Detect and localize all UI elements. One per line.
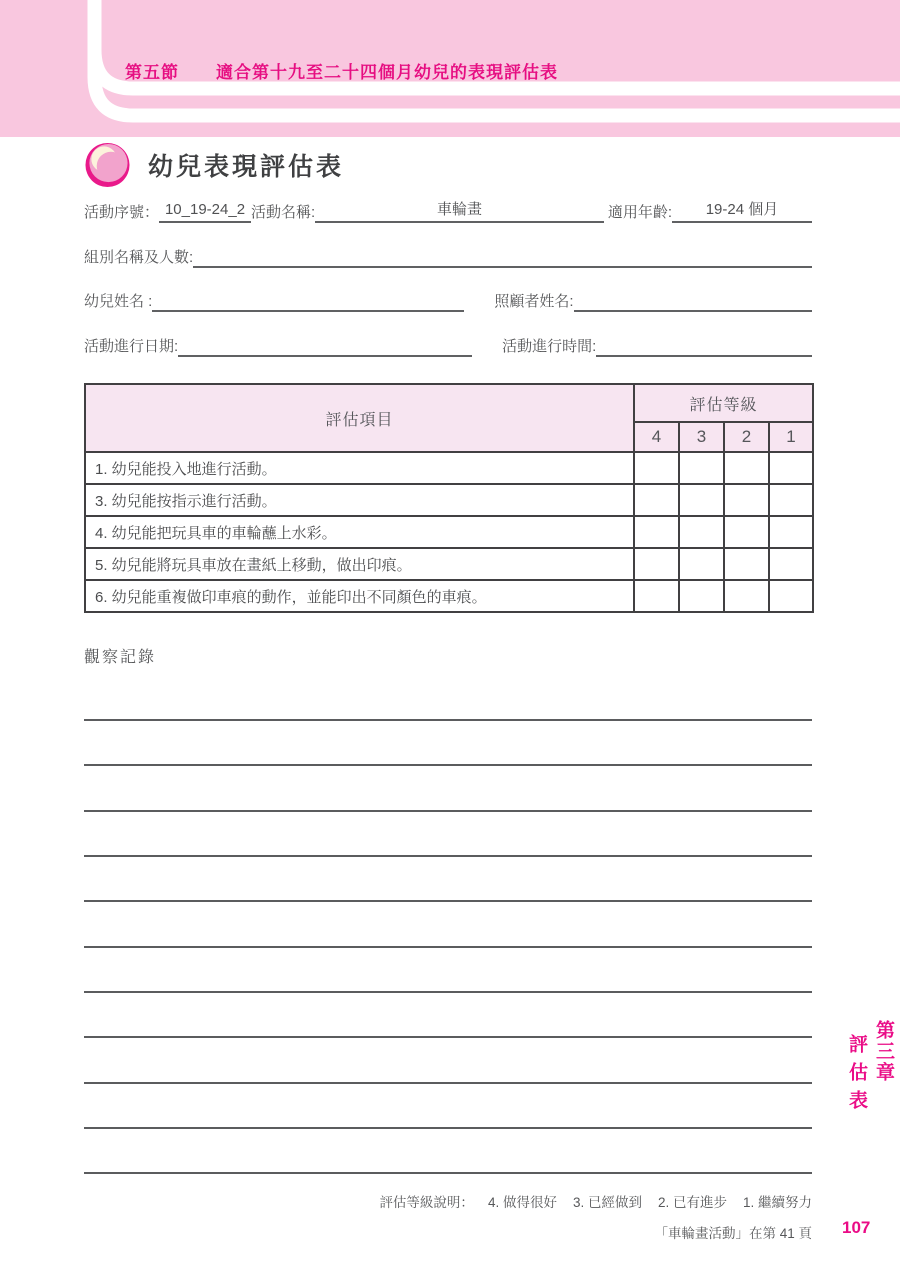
rating-cell xyxy=(769,484,813,516)
child-name-label: 幼兒姓名 : xyxy=(84,293,153,310)
ruled-line xyxy=(84,1127,812,1129)
assessment-table-header xyxy=(85,384,813,452)
rating-level-4: 4 xyxy=(634,422,679,452)
rating-cell xyxy=(769,452,813,484)
rating-legend-item: 4. 做得很好 xyxy=(487,1195,557,1210)
rating-cell xyxy=(724,580,769,612)
assessment-item-text: 6. 幼兒能重複做印車痕的動作，並能印出不同顏色的車痕。 xyxy=(85,580,634,612)
rating-cell xyxy=(769,516,813,548)
rating-legend-label: 評估等級說明： xyxy=(379,1195,474,1210)
activity-time-label: 活動進行時間: xyxy=(502,338,597,355)
assessment-row xyxy=(85,580,813,612)
rating-legend xyxy=(379,1191,812,1211)
activity-date-label: 活動進行日期: xyxy=(84,338,179,355)
rating-legend-item: 3. 已經做到 xyxy=(572,1195,642,1210)
section-number: 第五節 xyxy=(125,63,179,82)
activity-number-label: 活動序號： xyxy=(84,204,160,221)
age-value: 19-24 個月 xyxy=(672,199,812,223)
form-row-datetime xyxy=(84,333,812,357)
activity-date-blank-line xyxy=(178,333,472,357)
observation-label: 觀察記錄 xyxy=(84,649,157,666)
assessment-item-text: 1. 幼兒能投入地進行活動。 xyxy=(85,452,634,484)
rating-cell xyxy=(724,452,769,484)
activity-name-value: 車輪畫 xyxy=(315,199,604,223)
ruled-line xyxy=(84,855,812,857)
rating-cell xyxy=(634,580,679,612)
item-column-header: 評估項目 xyxy=(85,384,634,452)
page-title: 幼兒表現評估表 xyxy=(148,152,345,181)
caregiver-name-label: 照顧者姓名: xyxy=(494,293,574,310)
ruled-line xyxy=(84,1036,812,1038)
chapter-tab xyxy=(843,1020,897,1118)
rating-cell xyxy=(724,484,769,516)
group-name-label: 組別名稱及人數: xyxy=(84,249,194,266)
rating-column-header: 評估等級 xyxy=(634,384,813,422)
group-name-blank-line xyxy=(193,244,812,268)
activity-number-value: 10_19-24_2 xyxy=(159,199,251,223)
form-row-names xyxy=(84,288,812,312)
ruled-line xyxy=(84,991,812,993)
activity-time-blank-line xyxy=(596,333,812,357)
form-row-activity xyxy=(84,199,812,223)
rating-cell xyxy=(679,580,724,612)
ruled-line xyxy=(84,946,812,948)
assessment-row xyxy=(85,516,813,548)
activity-name-label: 活動名稱: xyxy=(251,204,316,221)
rating-cell xyxy=(724,516,769,548)
assessment-item-text: 3. 幼兒能按指示進行活動。 xyxy=(85,484,634,516)
chapter-tab-section: 評估表 xyxy=(846,1034,867,1118)
child-name-blank-line xyxy=(152,288,464,312)
ruled-line xyxy=(84,810,812,812)
caregiver-name-blank-line xyxy=(574,288,812,312)
rating-level-3: 3 xyxy=(679,422,724,452)
rating-cell xyxy=(634,516,679,548)
assessment-row xyxy=(85,484,813,516)
page-number: 107 xyxy=(842,1218,871,1237)
rating-cell xyxy=(634,548,679,580)
page-header-banner xyxy=(0,0,900,137)
chapter-tab-chapter: 第三章 xyxy=(873,1020,894,1083)
rating-level-2: 2 xyxy=(724,422,769,452)
ruled-line xyxy=(84,764,812,766)
assessment-item-text: 5. 幼兒能將玩具車放在畫紙上移動，做出印痕。 xyxy=(85,548,634,580)
rating-cell xyxy=(679,484,724,516)
rating-cell xyxy=(679,516,724,548)
form-row-group xyxy=(84,244,812,268)
ruled-line xyxy=(84,719,812,721)
rating-level-1: 1 xyxy=(769,422,813,452)
rating-cell xyxy=(634,452,679,484)
rating-cell xyxy=(679,548,724,580)
rating-cell xyxy=(724,548,769,580)
rating-cell xyxy=(679,452,724,484)
assessment-row xyxy=(85,452,813,484)
assessment-row xyxy=(85,548,813,580)
section-title: 適合第十九至二十四個月幼兒的表現評估表 xyxy=(216,63,558,82)
pearl-bullet-icon xyxy=(84,141,131,188)
rating-cell xyxy=(769,580,813,612)
age-label: 適用年齡: xyxy=(607,204,672,221)
ruled-line xyxy=(84,1172,812,1174)
rating-legend-item: 1. 繼續努力 xyxy=(742,1195,812,1210)
ruled-line xyxy=(84,900,812,902)
rating-legend-item: 2. 已有進步 xyxy=(657,1195,727,1210)
assessment-item-text: 4. 幼兒能把玩具車的車輪蘸上水彩。 xyxy=(85,516,634,548)
page-title-row xyxy=(84,141,344,188)
section-header xyxy=(125,58,558,83)
assessment-table xyxy=(84,383,814,613)
rating-cell xyxy=(634,484,679,516)
activity-reference-note: 「車輪畫活動」在第 41 頁 xyxy=(654,1226,812,1241)
rating-cell xyxy=(769,548,813,580)
ruled-line xyxy=(84,1082,812,1084)
